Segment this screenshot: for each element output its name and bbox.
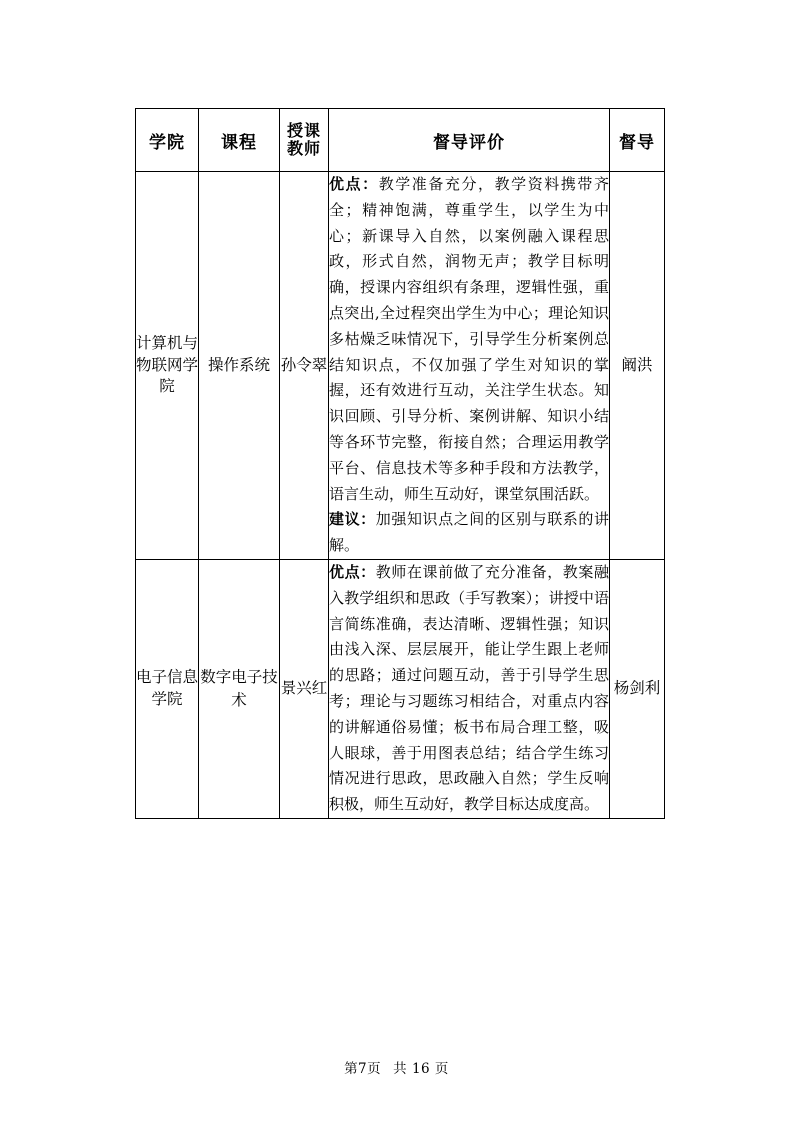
suggestion-text: 加强知识点之间的区别与联系的讲解。 xyxy=(329,510,609,555)
evaluation-suggestion-paragraph xyxy=(329,507,609,559)
page-footer xyxy=(0,1057,793,1077)
merit-text: 教师在课前做了充分准备，教案融入教学组织和思政（手写教案）；讲授中语言简练准确，表达清晰、逻辑性强；知识由浅入深、层层展开，能让学生跟上老师的思路；通过问题互动，善于引导学生思考；理论与习题练习相结合，对重点内容的讲解通俗易懂；板书布局合理工整，吸人眼球，善于用图表总结；结合学生练习情况进行思政，思政融入自然；学生反响积极，师生互动好，教学目标达成度高。 xyxy=(329,562,609,814)
merit-text: 教学准备充分，教学资料携带齐全；精神饱满，尊重学生，以学生为中心；新课导入自然，以案例融入课程思政，形式自然，润物无声；教学目标明确，授课内容组织有条理，逻辑性强，重点突出,全过程突出学生为中心；理论知识多枯燥乏味情况下，引导学生分析案例总结知识点，不仅加强了学生对知识的掌握，还有效进行互动，关注学生状态。知识回顾、引导分析、案例讲解、知识小结等各环节完整，衔接自然；合理运用教学平台、信息技术等多种手段和方法教学，语言生动，师生互动好，课堂氛围活跃。 xyxy=(329,175,609,503)
evaluation-merit-paragraph xyxy=(329,172,609,507)
cell-teacher: 孙令翠 xyxy=(280,172,329,560)
cell-evaluation xyxy=(329,559,610,818)
supervision-evaluation-table xyxy=(135,108,665,819)
cell-supervisor: 阚洪 xyxy=(610,172,665,560)
cell-course: 操作系统 xyxy=(199,172,280,560)
cell-supervisor: 杨剑利 xyxy=(610,559,665,818)
header-teacher: 授课教师 xyxy=(280,109,329,172)
evaluation-merit-paragraph xyxy=(329,560,609,818)
cell-evaluation xyxy=(329,172,610,560)
table-row xyxy=(136,172,665,560)
footer-total-pages: 共 16 页 xyxy=(393,1061,449,1077)
header-college: 学院 xyxy=(136,109,199,172)
table-header-row xyxy=(136,109,665,172)
cell-course: 数字电子技术 xyxy=(199,559,280,818)
suggestion-label: 建议： xyxy=(329,510,376,529)
header-supervisor: 督导 xyxy=(610,109,665,172)
cell-teacher: 景兴红 xyxy=(280,559,329,818)
table-row xyxy=(136,559,665,818)
cell-college: 电子信息学院 xyxy=(136,559,199,818)
cell-college: 计算机与物联网学院 xyxy=(136,172,199,560)
footer-page-number: 第7页 xyxy=(344,1061,382,1077)
merit-label: 优点： xyxy=(329,562,376,581)
header-evaluation: 督导评价 xyxy=(329,109,610,172)
merit-label: 优点： xyxy=(329,175,379,193)
header-course: 课程 xyxy=(199,109,280,172)
